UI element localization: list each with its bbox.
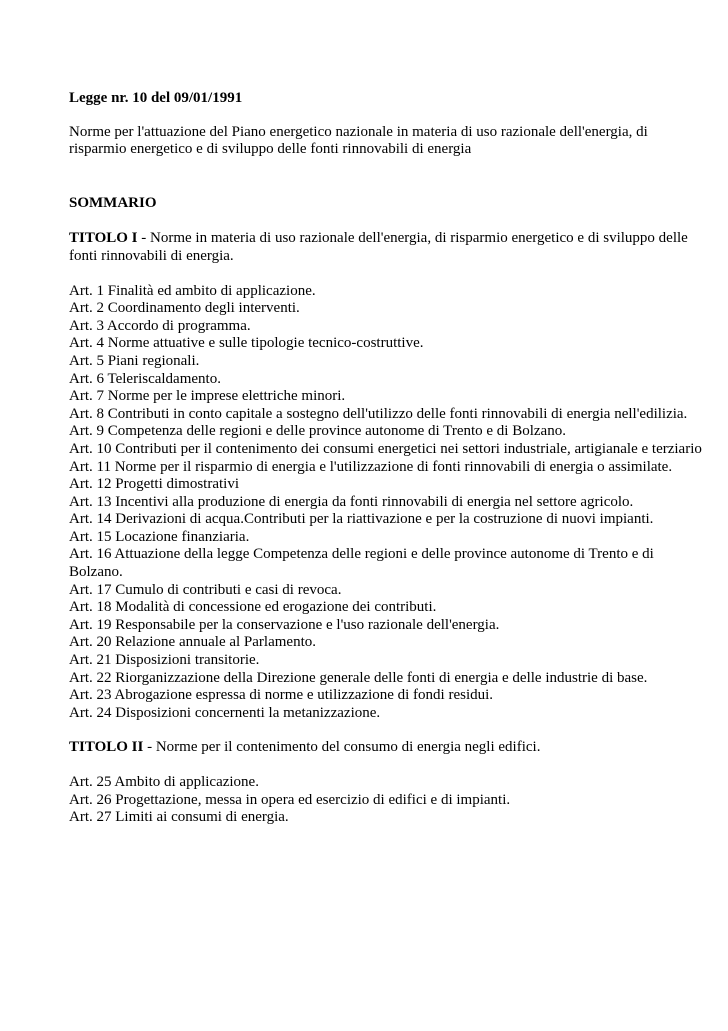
- article-item: Art. 11 Norme per il risparmio di energia e l'utilizzazione di fonti rinnovabili di energia o assimilate.: [69, 458, 673, 475]
- article-item: Art. 18 Modalità di concessione ed erogazione dei contributi.: [69, 599, 437, 616]
- titolo-2-heading: [69, 739, 709, 757]
- article-item: Art. 23 Abrogazione espressa di norme e utilizzazione di fondi residui.: [69, 687, 494, 704]
- article-item: Art. 5 Piani regionali.: [69, 352, 200, 369]
- titolo-2-article-list: [69, 774, 709, 827]
- article-item: Art. 8 Contributi in conto capitale a sostegno dell'utilizzo delle fonti rinnovabili di energia nell'edilizia.: [69, 405, 688, 422]
- article-item: Art. 26 Progettazione, messa in opera ed esercizio di edifici e di impianti.: [69, 791, 511, 808]
- law-subtitle: Norme per l'attuazione del Piano energetico nazionale in materia di uso razionale dell'energia, di risparmio energetico e di sviluppo delle fonti rinnovabili di energia: [69, 123, 648, 158]
- article-item: Art. 15 Locazione finanziaria.: [69, 528, 250, 545]
- article-item: Art. 21 Disposizioni transitorie.: [69, 652, 260, 669]
- article-item: Art. 24 Disposizioni concernenti la metanizzazione.: [69, 704, 381, 721]
- article-item: Art. 2 Coordinamento degli interventi.: [69, 300, 300, 317]
- article-item: Art. 13 Incentivi alla produzione di energia da fonti rinnovabili di energia nel settore agricolo.: [69, 493, 634, 510]
- article-item: Art. 10 Contributi per il contenimento dei consumi energetici nei settori industriale, artigianale e terziario: [69, 440, 702, 457]
- article-item: Art. 27 Limiti ai consumi di energia.: [69, 809, 289, 826]
- titolo-1-text: - Norme in materia di uso razionale dell'energia, di risparmio energetico e di sviluppo delle fonti rinnovabili di energia.: [69, 230, 688, 264]
- article-item: Art. 20 Relazione annuale al Parlamento.: [69, 634, 316, 651]
- article-item: Art. 17 Cumulo di contributi e casi di revoca.: [69, 581, 342, 598]
- article-item: Art. 19 Responsabile per la conservazione e l'uso razionale dell'energia.: [69, 616, 500, 633]
- article-item: Art. 12 Progetti dimostrativi: [69, 476, 239, 493]
- article-item: Art. 25 Ambito di applicazione.: [69, 774, 259, 790]
- article-item: Art. 16 Attuazione della legge Competenza delle regioni e delle province autonome di Trento e di Bolzano.: [69, 546, 654, 581]
- titolo-1-number: TITOLO I: [69, 230, 138, 247]
- article-item: Art. 3 Accordo di programma.: [69, 317, 251, 334]
- article-item: Art. 4 Norme attuative e sulle tipologie tecnico-costruttive.: [69, 335, 424, 352]
- document-page: [69, 90, 709, 844]
- law-title: Legge nr. 10 del 09/01/1991: [69, 90, 243, 106]
- article-item: Art. 22 Riorganizzazione della Direzione generale delle fonti di energia e delle industrie di base.: [69, 669, 648, 686]
- titolo-1-article-list: [69, 283, 709, 723]
- article-item: Art. 9 Competenza delle regioni e delle province autonome di Trento e di Bolzano.: [69, 423, 566, 440]
- article-item: Art. 7 Norme per le imprese elettriche minori.: [69, 388, 346, 405]
- article-item: Art. 1 Finalità ed ambito di applicazione.: [69, 282, 316, 299]
- article-item: Art. 6 Teleriscaldamento.: [69, 370, 221, 387]
- article-item: Art. 14 Derivazioni di acqua.Contributi per la riattivazione e per la costruzione di nuovi impianti.: [69, 511, 654, 528]
- titolo-1-heading: [69, 230, 709, 265]
- summary-heading: SOMMARIO: [69, 194, 157, 211]
- titolo-2-text: - Norme per il contenimento del consumo di energia negli edifici.: [143, 739, 541, 756]
- titolo-2-number: TITOLO II: [69, 739, 144, 756]
